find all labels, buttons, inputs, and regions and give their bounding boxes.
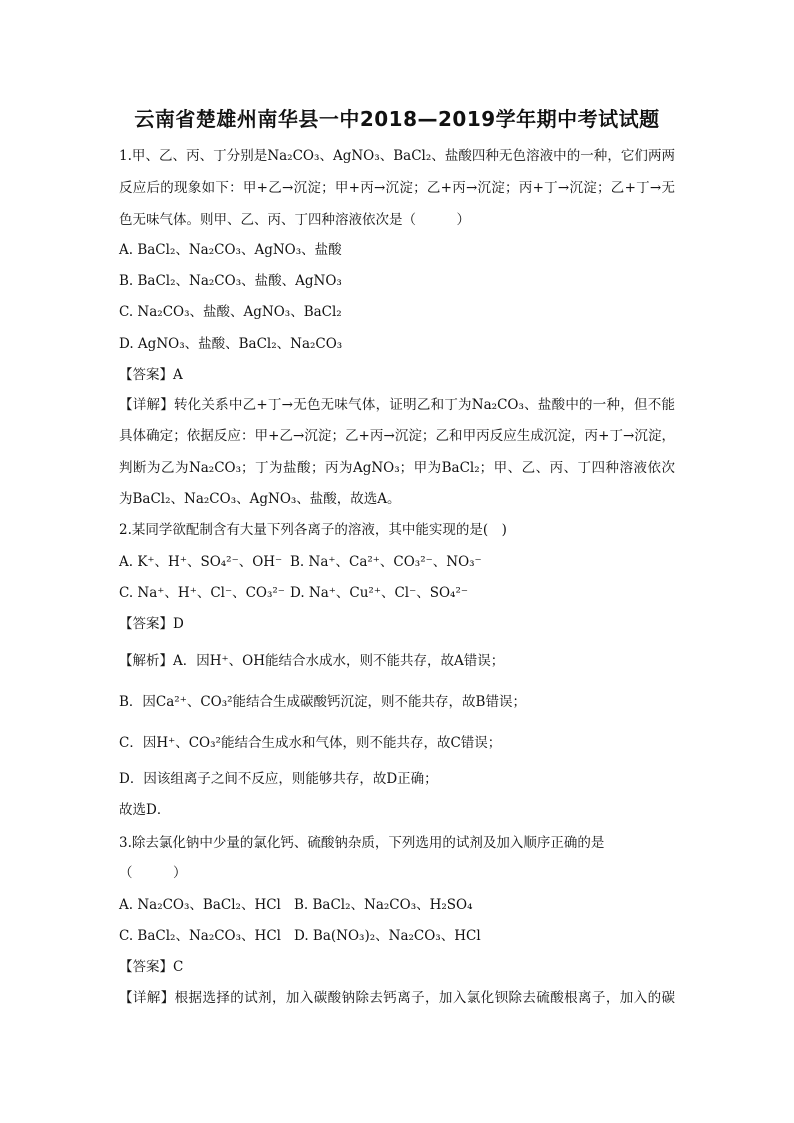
q2-explain-line-3: C．因H⁺、CO₃²能结合生成水和气体，则不能共存，故C错误； <box>119 735 502 751</box>
q1-detail-line-4: 为BaCl₂、Na₂CO₃、AgNO₃、盐酸，故选A。 <box>119 491 401 507</box>
q3-option-a: A. Na₂CO₃、BaCl₂、HCl <box>119 897 281 913</box>
q1-detail-line-2: 具体确定；依据反应：甲+乙→沉淀；乙+丙→沉淀；乙和甲丙反应生成沉淀，丙+丁→沉淀， <box>119 428 675 444</box>
q2-stem: 2.某同学欲配制含有大量下列各离子的溶液，其中能实现的是( ) <box>119 522 507 538</box>
q3-option-d: D. Ba(NO₃)₂、Na₂CO₃、HCl <box>294 928 481 944</box>
q2-explain-line-2: B．因Ca²⁺、CO₃²能结合生成碳酸钙沉淀，则不能共存，故B错误； <box>119 694 526 710</box>
q2-option-b: B. Na⁺、Ca²⁺、CO₃²⁻、NO₃⁻ <box>290 554 482 570</box>
q3-detail-line-1: 【详解】根据选择的试剂，加入碳酸钠除去钙离子，加入氯化钡除去硫酸根离子，加入的碳 <box>119 990 675 1006</box>
q1-stem-line-1: 1.甲、乙、丙、丁分别是Na₂CO₃、AgNO₃、BaCl₂、盐酸四种无色溶液中的一种，它们两两 <box>119 148 675 164</box>
q2-option-a: A. K⁺、H⁺、SO₄²⁻、OH⁻ <box>119 554 283 570</box>
q3-option-c: C. BaCl₂、Na₂CO₃、HCl <box>119 928 281 944</box>
q3-answer: 【答案】C <box>119 959 184 975</box>
q2-option-d: D. Na⁺、Cu²⁺、Cl⁻、SO₄²⁻ <box>290 585 469 601</box>
q1-option-c: C. Na₂CO₃、盐酸、AgNO₃、BaCl₂ <box>119 304 342 320</box>
q3-stem-line-1: 3.除去氯化钠中少量的氯化钙、硫酸钠杂质，下列选用的试剂及加入顺序正确的是 <box>119 835 605 851</box>
q1-option-b: B. BaCl₂、Na₂CO₃、盐酸、AgNO₃ <box>119 273 342 289</box>
q3-option-b: B. BaCl₂、Na₂CO₃、H₂SO₄ <box>294 897 473 913</box>
page-title: 云南省楚雄州南华县一中2018—2019学年期中考试试题 <box>134 107 660 131</box>
q2-answer: 【答案】D <box>119 616 184 632</box>
q1-stem-line-2: 反应后的现象如下：甲+乙→沉淀；甲+丙→沉淀；乙+丙→沉淀；丙+丁→沉淀；乙+丁→无 <box>119 180 675 196</box>
q1-detail-line-1: 【详解】转化关系中乙+丁→无色无味气体，证明乙和丁为Na₂CO₃、盐酸中的一种，但不能 <box>119 397 675 413</box>
q1-option-d: D. AgNO₃、盐酸、BaCl₂、Na₂CO₃ <box>119 336 343 352</box>
q2-option-c: C. Na⁺、H⁺、Cl⁻、CO₃²⁻ <box>119 585 285 601</box>
q3-stem-line-2: （ ） <box>119 865 187 881</box>
q2-explain-line-4: D．因该组离子之间不反应，则能够共存，故D正确； <box>119 771 438 787</box>
q2-explain-line-5: 故选D． <box>119 802 171 818</box>
q1-option-a: A. BaCl₂、Na₂CO₃、AgNO₃、盐酸 <box>119 242 342 258</box>
q1-answer: 【答案】A <box>119 367 183 383</box>
q1-detail-line-3: 判断为乙为Na₂CO₃；丁为盐酸；丙为AgNO₃；甲为BaCl₂；甲、乙、丙、丁四种溶液依次 <box>119 460 675 476</box>
q2-explain-line-1: 【解析】A．因H⁺、OH能结合水成水，则不能共存，故A错误； <box>119 653 505 669</box>
q1-stem-line-3: 色无味气体。则甲、乙、丙、丁四种溶液依次是（ ） <box>119 212 470 228</box>
